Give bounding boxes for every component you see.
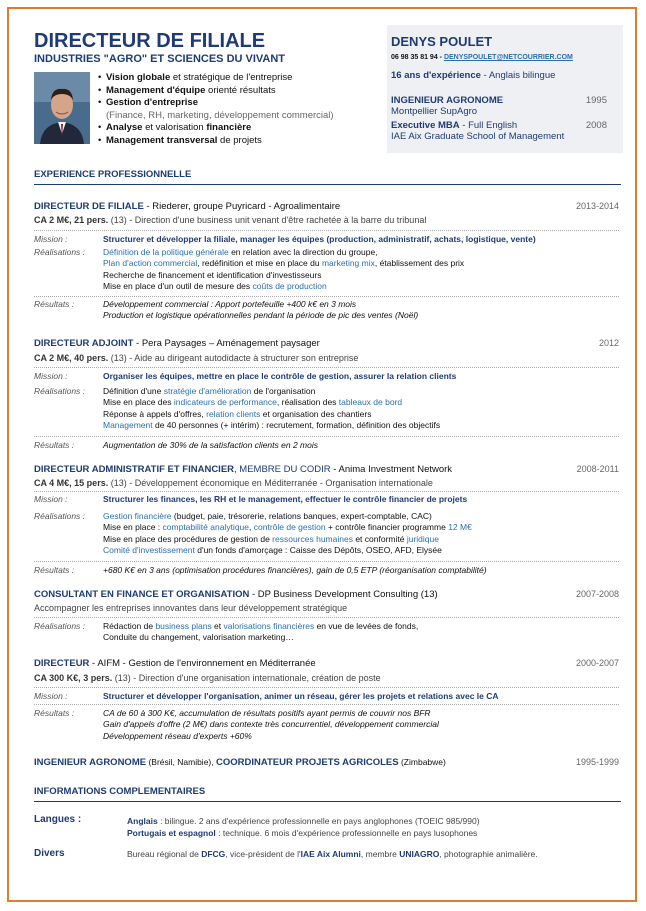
job-4-realisations: Rédaction de business plans et valorisations financières en vue de levées de fonds, Conduite du changement, valorisation marketing… — [103, 621, 419, 643]
label: Résultats : — [34, 708, 75, 718]
label: Réalisations : — [34, 247, 86, 257]
divider — [34, 436, 619, 437]
portrait-icon — [34, 72, 90, 144]
highlight-item: • Management transversal de projets — [98, 135, 334, 148]
education-1: INGENIEUR AGRONOME 1995 Montpellier SupAgro — [391, 95, 607, 117]
job-1-header: DIRECTEUR DE FILIALE - Riederer, groupe Puyricard - Agroalimentaire 2013-2014 — [34, 201, 619, 212]
job-2-realisations: Définition d'une stratégie d'amélioration de l'organisation Mise en place des indicateurs de performance, réalisation des tableaux de bord Réponse à appels d'offres, relation clients et organisation des chantiers Management de 40 personnes (+ intérim) : recrutement, formation, définition des objectifs — [103, 386, 441, 430]
phone: 06 98 35 81 94 - — [391, 54, 444, 61]
job-1-results: Développement commercial : Apport portefeuille +400 k€ en 3 mois Production et logistique opérationnelles pendant la période de pic des ventes (Noël) — [103, 299, 419, 321]
job-5-header: DIRECTEUR - AIFM - Gestion de l'environnement en Méditerranée 2000-2007 — [34, 658, 619, 669]
section-complementary: INFORMATIONS COMPLEMENTAIRES — [34, 786, 206, 797]
label: Réalisations : — [34, 386, 86, 396]
profile-photo — [34, 72, 90, 144]
experience-summary: 16 ans d'expérience - Anglais bilingue — [391, 70, 556, 81]
job-5-mission: Structurer et développer l'organisation, animer un réseau, gérer les projets et relations avec le CA — [103, 691, 499, 701]
misc-label: Divers — [34, 848, 65, 859]
label: Résultats : — [34, 440, 75, 450]
job-3-sub: CA 4 M€, 15 pers. (13) - Développement économique en Méditerranée - Organisation internationale — [34, 478, 433, 488]
job-1-realisations: Définition de la politique générale en relation avec la direction du groupe, Plan d'action commercial, redéfinition et mise en place du marketing mix, établissement des prix Recherche de financement et identification d'investisseurs Mise en place d'un outil de mesure des coûts de production — [103, 247, 465, 291]
section-rule — [34, 184, 621, 185]
job-2-header: DIRECTEUR ADJOINT - Pera Paysages – Aménagement paysager 2012 — [34, 338, 619, 349]
job-5-sub: CA 300 K€, 3 pers. (13) - Direction d'une organisation internationale, création de poste — [34, 673, 381, 683]
job-title: DIRECTEUR DE FILIALE — [34, 30, 266, 52]
divider — [34, 230, 619, 231]
label: Mission : — [34, 691, 68, 701]
label: Réalisations : — [34, 621, 86, 631]
job-2-results: Augmentation de 30% de la satisfaction clients en 2 mois — [103, 440, 318, 450]
highlight-item: • Vision globale et stratégique de l'entreprise — [98, 72, 334, 85]
job-1-sub: CA 2 M€, 21 pers. (13) - Direction d'une business unit venant d'être rachetée à la barre du tribunal — [34, 215, 427, 225]
job-1-mission: Structurer et développer la filiale, manager les équipes (production, administratif, achats, logistique, vente) — [103, 234, 536, 244]
section-rule — [34, 801, 621, 802]
job-3-results: +680 K€ en 3 ans (optimisation procédures financières), gain de 0,5 ETP (réorganisation comptabilité) — [103, 565, 487, 575]
job-4-sub: Accompagner les entreprises innovantes dans leur développement stratégique — [34, 603, 348, 613]
divider — [34, 561, 619, 562]
label: Réalisations : — [34, 511, 86, 521]
languages-value: Anglais : bilingue. 2 ans d'expérience professionnelle en pays anglophones (TOEIC 985/990) Portugais et espagnol : technique. 6 mois d'expérience professionnelle en pays lusophones — [127, 816, 480, 838]
job-5-results: CA de 60 à 300 K€, accumulation de résultats positifs ayant permis de couvrir nos BFR Gain d'appels d'offre (2 M€) dans contexte très concurrentiel, développement commercial Développement réseau d'experts +60% — [103, 708, 439, 741]
candidate-name: DENYS POULET — [391, 34, 493, 49]
divider — [34, 491, 619, 492]
job-3-mission: Structurer les finances, les RH et le management, effectuer le contrôle financier de projets — [103, 494, 468, 504]
job-3-header: DIRECTEUR ADMINISTRATIF ET FINANCIER, MEMBRE DU CODIR - Anima Investment Network 2008-2011 — [34, 464, 619, 475]
highlight-item: • Analyse et valorisation financière — [98, 122, 334, 135]
job-2-mission: Organiser les équipes, mettre en place le contrôle de gestion, assurer la relation clients — [103, 371, 457, 381]
job-4-header: CONSULTANT EN FINANCE ET ORGANISATION - DP Business Development Consulting (13) 2007-2008 — [34, 589, 619, 600]
job-3-realisations: Gestion financière (budget, paie, trésorerie, relations banques, expert-comptable, CAC) Mise en place : comptabilité analytique, contrôle de gestion + contrôle financier programme 12 M€ Mise en place des procédures de gestion de ressources humaines et conformité juridique Comité d'investissement d'un fonds d'amorçage : Caisse des Dépôts, OSEO, AFD, Elysée — [103, 511, 472, 555]
label: Mission : — [34, 234, 68, 244]
job-6-header: INGENIEUR AGRONOME (Brésil, Namibie), COORDINATEUR PROJETS AGRICOLES (Zimbabwe) 1995-1999 — [34, 757, 619, 768]
highlight-item: • Gestion d'entreprise — [98, 97, 334, 110]
job-2-sub: CA 2 M€, 40 pers. (13) - Aide au dirigeant autodidacte à structurer son entreprise — [34, 353, 359, 363]
label: Mission : — [34, 494, 68, 504]
highlights-list — [98, 72, 334, 147]
label: Résultats : — [34, 565, 75, 575]
label: Résultats : — [34, 299, 75, 309]
divider — [34, 704, 619, 705]
industry: INDUSTRIES "AGRO" ET SCIENCES DU VIVANT — [34, 53, 286, 65]
misc-value: Bureau régional de DFCG, vice-président de l'IAE Aix Alumni, membre UNIAGRO, photographie animalière. — [127, 849, 538, 859]
contact-line — [391, 54, 573, 61]
email-link[interactable]: DENYSPOULET@NETCOURRIER.COM — [443, 54, 573, 61]
languages-label: Langues : — [34, 814, 82, 825]
divider — [34, 687, 619, 688]
divider — [34, 367, 619, 368]
divider — [34, 296, 619, 297]
label: Mission : — [34, 371, 68, 381]
section-experience: EXPERIENCE PROFESSIONNELLE — [34, 169, 192, 180]
highlight-item: • Management d'équipe orienté résultats — [98, 85, 334, 98]
divider — [34, 617, 619, 618]
highlight-item: (Finance, RH, marketing, développement commercial) — [106, 109, 334, 121]
education-2: Executive MBA - Full English 2008 IAE Aix Graduate School of Management — [391, 120, 607, 142]
